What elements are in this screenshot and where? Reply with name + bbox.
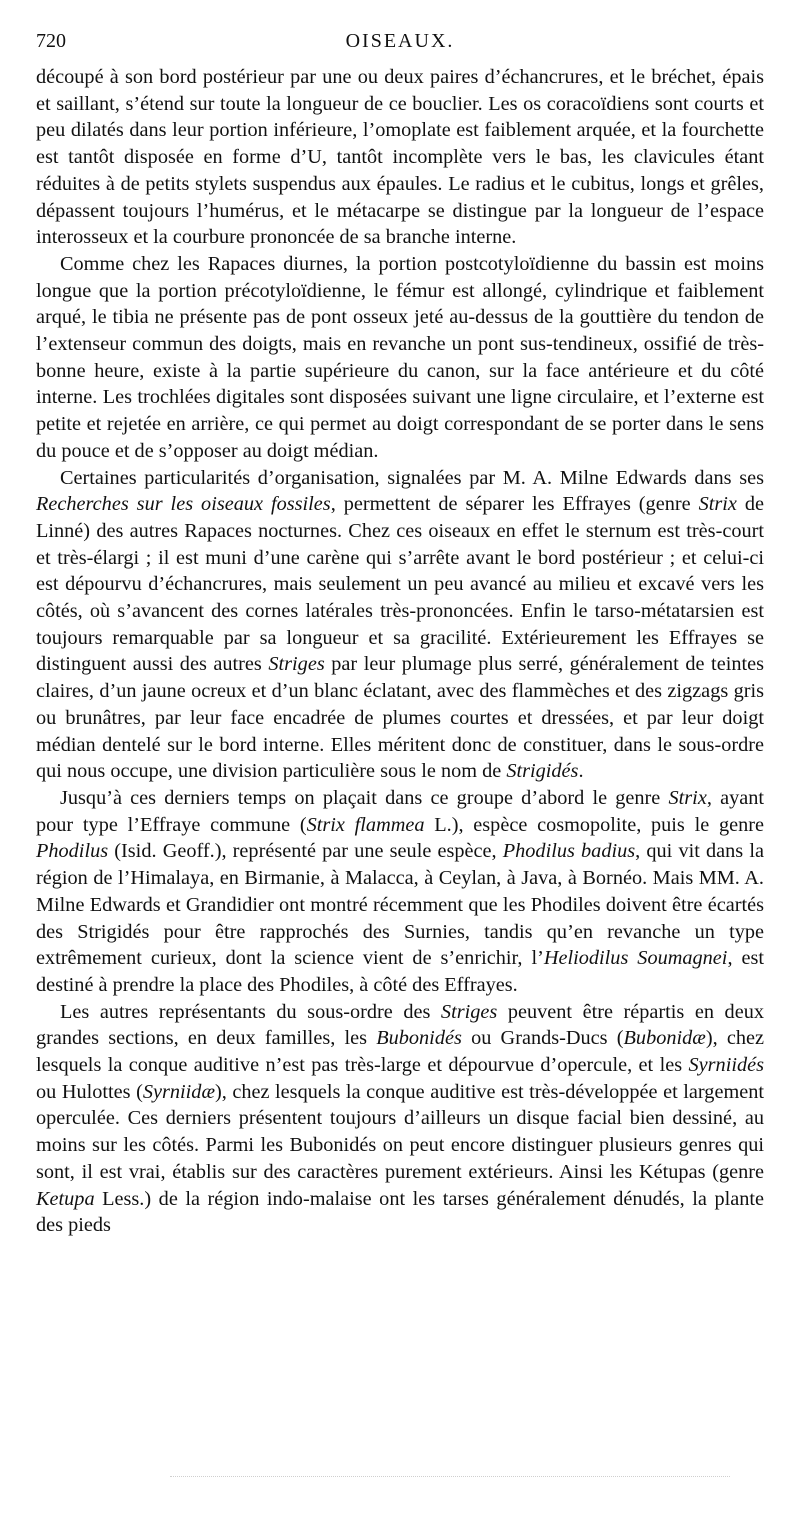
italic-run: Bubonidés — [376, 1027, 462, 1050]
text-run: ), chez lesquels la conque auditive n’est pas très-large et dépourvue d’opercule, et les — [36, 1027, 764, 1077]
italic-run: Recherches sur les oiseaux fossiles — [36, 493, 331, 516]
italic-run: Striges — [268, 653, 325, 676]
paragraph — [36, 251, 764, 465]
text-run: Jusqu’à ces derniers temps on plaçait dans ce groupe d’abord le genre — [60, 786, 669, 809]
italic-run: Phodilus badius — [502, 840, 636, 863]
paragraph — [36, 999, 764, 1239]
italic-run: Strigidés — [506, 760, 579, 783]
text-run: ou Grands-Ducs ( — [461, 1027, 624, 1050]
text-run: peuvent être répartis en deux grandes sections, en deux familles, les — [36, 1000, 764, 1050]
italic-run: Heliodilus Soumagnei — [543, 947, 728, 970]
text-run: Comme chez les Rapaces diurnes, la portion postcotyloïdienne du bassin est moins longue que la portion précotyloïdienne, le fémur est allongé, cylindrique et faiblement arqué, le tibia ne présente pas de pont osseux jeté au-dessus de la gouttière du tendon de l’extenseur commun des doigts, mais en revanche un pont sus-tendineux, ossifié de très-bonne heure, existe à la partie supérieure du canon, sur la face antérieure et du côté interne. Les trochlées digitales sont disposées suivant une ligne circulaire, et l’externe est petite et rejetée en arrière, ce qui permet au doigt correspondant de se porter dans le sens du pouce et de s’opposer au doigt médian. — [36, 252, 764, 462]
text-run: . — [578, 760, 584, 783]
text-run: , permettent de séparer les Effrayes (genre — [330, 493, 699, 516]
italic-run: Syrniidæ — [142, 1080, 215, 1103]
text-run: Certaines particularités d’organisation, signalées par M. A. Milne Edwards dans ses — [60, 466, 764, 489]
text-run: découpé à son bord postérieur par une ou deux paires d’échancrures, et le bréchet, épais et saillant, s’étend sur toute la longueur de ce bouclier. Les os coracoïdiens sont courts et peu dilatés dans leur portion inférieure, l’omoplate est faiblement arquée, et la fourchette est tantôt disposée en forme d’U, tantôt incomplète vers le bas, les clavicules étant réduites à de petits stylets suspendus aux épaules. Le radius et le cubitus, longs et grêles, dépassent toujours l’humérus, et le métacarpe se distingue par la longueur de l’espace interosseux et la courbure prononcée de sa branche interne. — [36, 66, 764, 249]
text-run: Les autres représentants du sous-ordre des — [60, 1000, 441, 1023]
italic-run: Bubonidæ — [623, 1027, 706, 1050]
text-run: , qui vit dans la région de l’Himalaya, en Birmanie, à Malacca, à Ceylan, à Java, à Bornéo. Mais MM. A. Milne Edwards et Grandidier ont montré récemment que les Phodiles doivent être écartés des Strigidés pour être rapprochés des Surnies, tandis qu’en revanche un type extrêmement curieux, dont la science vient de s’enrichir, l’ — [36, 840, 764, 970]
text-run: , ayant pour type l’Effraye commune ( — [36, 786, 765, 836]
page-number: 720 — [36, 30, 66, 52]
italic-run: Striges — [440, 1000, 498, 1023]
body-text — [36, 64, 764, 1239]
page-bottom-margin — [170, 1476, 730, 1477]
text-run: Less.) de la région indo-malaise ont les tarses généralement dénudés, la plante des pieds — [36, 1187, 764, 1237]
text-run: (Isid. Geoff.), représenté par une seule espèce, — [108, 840, 503, 863]
paragraph — [36, 465, 764, 785]
text-run: , est destiné à prendre la place des Phodiles, à côté des Effrayes. — [36, 947, 764, 996]
text-run: ou Hulottes ( — [36, 1080, 143, 1103]
page-header — [36, 30, 764, 58]
text-run: L.), espèce cosmopolite, puis le genre — [424, 813, 764, 836]
paragraph — [36, 64, 764, 251]
italic-run: Strix — [698, 493, 737, 516]
italic-run: Strix flammea — [306, 813, 425, 836]
italic-run: Syrniidés — [688, 1054, 764, 1077]
italic-run: Ketupa — [36, 1187, 95, 1210]
text-run: de Linné) des autres Rapaces nocturnes. Chez ces oiseaux en effet le sternum est très-court et très-élargi ; il est muni d’une carène qui s’arrête avant le bord postérieur ; et celui-ci est dépourvu d’échancrures, mais seulement un peu avancé au milieu et excavé vers les côtés, où s’avancent des cornes latérales très-prononcées. Enfin le tarso-métatarsien est toujours remarquable par sa longueur et sa gracilité. Extérieurement les Effrayes se distinguent aussi des autres — [36, 493, 764, 676]
italic-run: Phodilus — [36, 840, 109, 863]
text-run: par leur plumage plus serré, généralement de teintes claires, d’un jaune ocreux et d’un blanc éclatant, avec des flammèches et des zigzags gris ou brunâtres, par leur face encadrée de plumes courtes et dressées, et par leur doigt médian dentelé sur le bord interne. Elles méritent donc de constituer, dans le sous-ordre qui nous occupe, une division particulière sous le nom de — [36, 653, 764, 783]
running-title: OISEAUX. — [345, 30, 455, 52]
italic-run: Strix — [668, 786, 707, 809]
text-run: ), chez lesquels la conque auditive est très-développée et largement operculée. Ces derniers présentent toujours d’ailleurs un disque facial bien dessiné, au moins sur les côtés. Parmi les Bubonidés on peut encore distinguer plusieurs genres qui sont, il est vrai, établis sur des caractères purement extérieurs. Ainsi les Kétupas (genre — [36, 1080, 764, 1183]
paragraph — [36, 785, 764, 999]
